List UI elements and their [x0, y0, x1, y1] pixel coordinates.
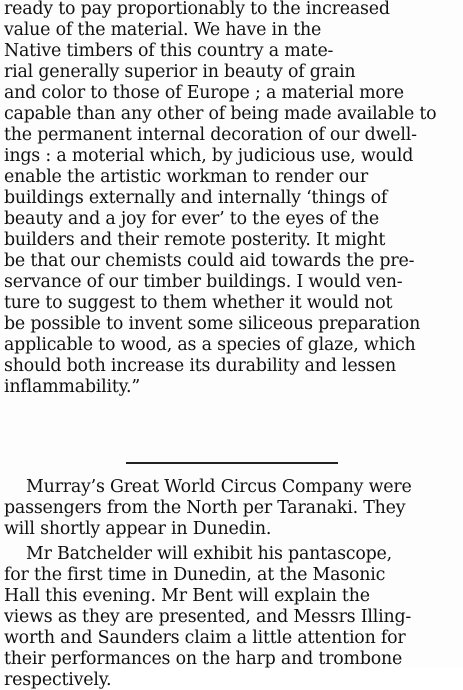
text-line: builders and their remote posterity. It might [4, 230, 386, 250]
text-line: Mr Batchelder will exhibit his pantascope, [26, 544, 392, 564]
text-line: buildings externally and internally ‘things of [4, 188, 388, 208]
text-line: be possible to invent some siliceous preparation [4, 314, 421, 334]
text-line: views as they are presented, and Messrs Illing- [4, 607, 412, 627]
text-line: be that our chemists could aid towards the pre- [4, 251, 415, 271]
text-line: Hall this evening. Mr Bent will explain the [4, 586, 370, 606]
text-line: passengers from the North per Taranaki. They [4, 498, 406, 518]
text-line: respectively. [4, 670, 112, 690]
text-line: capable than any other of being made available to [4, 104, 437, 124]
text-line: will shortly appear in Dunedin. [4, 519, 272, 539]
text-line: inflammability.” [4, 377, 141, 397]
text-line: applicable to wood, as a species of glaze, which [4, 335, 416, 355]
text-line: Murray’s Great World Circus Company were [26, 477, 412, 497]
text-line: enable the artistic workman to render our [4, 167, 368, 187]
text-line: servance of our timber buildings. I would ven- [4, 272, 403, 292]
text-line: rial generally superior in beauty of grain [4, 62, 356, 82]
text-line: should both increase its durability and lessen [4, 356, 396, 376]
text-line: ture to suggest to them whether it would not [4, 293, 393, 313]
text-line: and color to those of Europe ; a material more [4, 83, 404, 103]
section-divider [126, 462, 338, 464]
text-line: ings : a moterial which, by judicious use, would [4, 146, 414, 166]
text-line: ready to pay proportionably to the increased [4, 0, 390, 19]
text-line: their performances on the harp and trombone [4, 649, 403, 669]
text-line: beauty and a joy for ever’ to the eyes of the [4, 209, 379, 229]
text-line: worth and Saunders claim a little attention for [4, 628, 406, 648]
text-line: the permanent internal decoration of our dwell- [4, 125, 417, 145]
text-line: Native timbers of this country a mate- [4, 41, 334, 61]
text-line: value of the material. We have in the [4, 20, 322, 40]
text-line: for the first time in Dunedin, at the Masonic [4, 565, 386, 585]
